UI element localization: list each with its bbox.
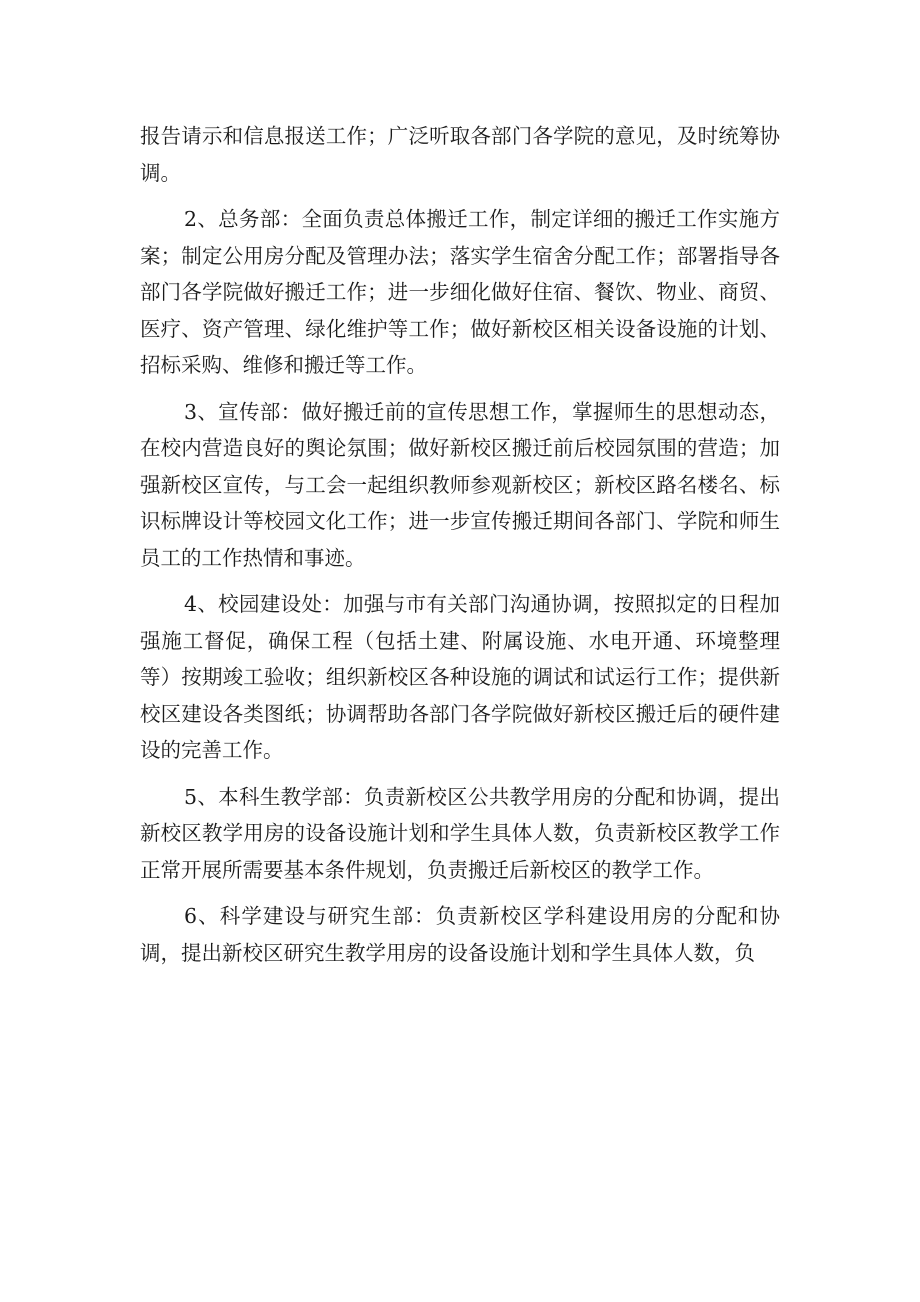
paragraph-undergraduate-teaching: 5、本科生教学部：负责新校区公共教学用房的分配和协调，提出新校区教学用房的设备设施计划和学生具体人数，负责新校区教学工作正常开展所需要基本条件规划，负责搬迁后新校区的教学工作。 bbox=[140, 784, 780, 882]
paragraph-campus-construction: 4、校园建设处：加强与市有关部门沟通协调，按照拟定的日程加强施工督促，确保工程（包括土建、附属设施、水电开通、环境整理等）按期竣工验收；组织新校区各种设施的调试和试运行工作；提供新校区建设各类图纸；协调帮助各部门各学院做好新校区搬迁后的硬件建设的完善工作。 bbox=[140, 592, 780, 762]
paragraph-general-affairs: 2、总务部：全面负责总体搬迁工作，制定详细的搬迁工作实施方案；制定公用房分配及管理办法；落实学生宿舍分配工作；部署指导各部门各学院做好搬迁工作；进一步细化做好住宿、餐饮、物业、商贸、医疗、资产管理、绿化维护等工作；做好新校区相关设备设施的计划、招标采购、维修和搬迁等工作。 bbox=[140, 207, 780, 377]
paragraph-publicity: 3、宣传部：做好搬迁前的宣传思想工作，掌握师生的思想动态，在校内营造良好的舆论氛围；做好新校区搬迁前后校园氛围的营造；加强新校区宣传，与工会一起组织教师参观新校区；新校区路名楼名、标识标牌设计等校园文化工作；进一步宣传搬迁期间各部门、学院和师生员工的工作热情和事迹。 bbox=[140, 399, 780, 570]
document-page bbox=[140, 118, 780, 981]
paragraph-continuation: 报告请示和信息报送工作；广泛听取各部门各学院的意见，及时统筹协调。 bbox=[140, 124, 780, 185]
paragraph-research-graduate: 6、科学建设与研究生部：负责新校区学科建设用房的分配和协调，提出新校区研究生教学用房的设备设施计划和学生具体人数，负 bbox=[140, 904, 780, 965]
